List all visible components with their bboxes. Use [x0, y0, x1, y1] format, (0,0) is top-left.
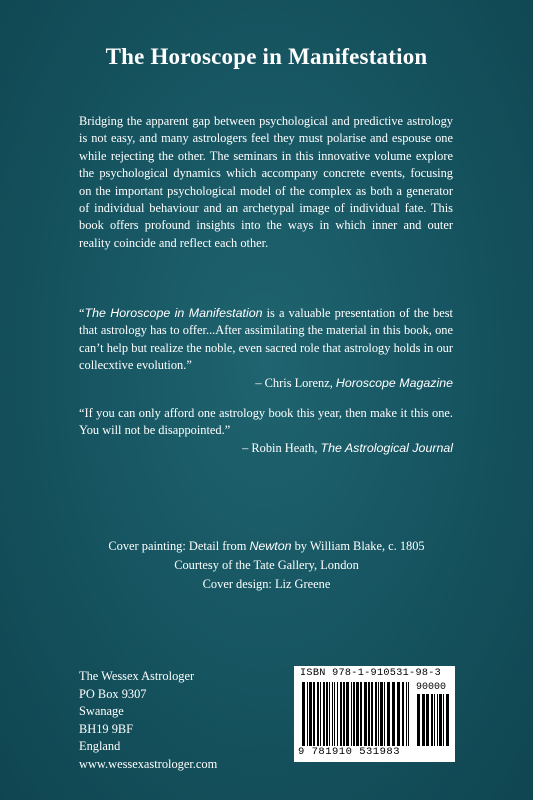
review-quote-2 — [79, 405, 453, 457]
review-quote-2-text: “If you can only afford one astrology book this year, then make it this one. You will not be disappointed.” — [79, 406, 453, 438]
barcode-bars-main — [302, 682, 412, 746]
barcode-bar — [384, 682, 385, 746]
courtesy-credit: Courtesy of the Tate Gallery, London — [174, 558, 359, 572]
publisher-address — [79, 668, 217, 773]
review-quote-1-attribution: – Chris Lorenz, Horoscope Magazine — [255, 375, 453, 390]
barcode-bar — [346, 682, 349, 746]
publisher-postcode: BH19 9BF — [79, 721, 134, 736]
barcode-bar — [380, 682, 383, 746]
cover-painting-credit: Cover painting: Detail from Newton by William Blake, c. 1805 — [108, 539, 425, 553]
barcode-bar — [408, 682, 409, 746]
review-quote-1-source: Horoscope Magazine — [335, 375, 453, 390]
barcode-bar — [426, 694, 429, 746]
barcode-bars-addon — [417, 694, 450, 746]
barcode-bar — [402, 682, 404, 746]
barcode-bar — [443, 694, 444, 746]
barcode-bar — [337, 682, 338, 746]
barcode-bar — [323, 682, 325, 746]
review-quote-2-source: The Astrological Journal — [320, 440, 453, 455]
review-quote-2-attribution: – Robin Heath, The Astrological Journal — [242, 440, 453, 455]
publisher-town: Swanage — [79, 704, 124, 718]
barcode-bar — [364, 682, 367, 746]
barcode-bar — [368, 682, 370, 746]
cover-credits — [0, 537, 533, 594]
barcode-bar — [326, 682, 328, 746]
isbn-number: ISBN 978-1-910531-98-3 — [300, 668, 442, 679]
publisher-pobox: PO Box 9307 — [79, 686, 147, 701]
barcode-bar — [422, 694, 425, 746]
barcode-digits: 9 781910 531983 — [298, 746, 401, 758]
barcode-bar — [431, 694, 433, 746]
review-quote-1 — [79, 305, 453, 392]
barcode-bar — [334, 682, 335, 746]
barcode-bar — [329, 682, 330, 746]
book-blurb: Bridging the apparent gap between psychological and predictive astrology is not easy, and many astrologers feel they must polarise and espouse one while rejecting the other. The seminars in this innovative volume explore the psychological dynamics which accompany concrete events, focusing on the important psychological model of the complex as both a generator of individual behaviour and an archetypal image of individual fate. This book offers profound insights into the ways in which inner and outer reality coincide and reflect each other. — [79, 114, 453, 250]
barcode-bar — [397, 682, 400, 746]
barcode-bar — [387, 682, 390, 746]
publisher-website: www.wessexastrologer.com — [79, 756, 218, 771]
barcode-bar — [439, 694, 442, 746]
barcode-bar — [353, 682, 355, 746]
barcode-bar — [392, 682, 395, 746]
barcode-bar — [406, 682, 407, 746]
barcode-bar — [360, 682, 362, 746]
book-title: The Horoscope in Manifestation — [105, 44, 428, 69]
barcode-bar — [417, 694, 420, 746]
barcode-bar — [378, 682, 379, 746]
barcode-bar — [434, 694, 435, 746]
barcode-bar — [302, 682, 305, 746]
publisher-country: England — [79, 739, 121, 753]
barcode-bar — [437, 694, 438, 746]
barcode-bar — [313, 682, 315, 746]
barcode-bar — [317, 682, 319, 746]
barcode-bar — [343, 682, 345, 746]
barcode-bar — [356, 682, 359, 746]
review-quote-1-book-title: The Horoscope in Manifestation — [84, 306, 263, 320]
barcode-bar — [371, 682, 373, 746]
barcode-bar — [446, 694, 449, 746]
publisher-name: The Wessex Astrologer — [79, 669, 195, 683]
barcode-bar — [340, 682, 342, 746]
barcode-bar — [320, 682, 321, 746]
isbn-barcode — [294, 666, 455, 762]
barcode-bar — [351, 682, 352, 746]
barcode-bar — [332, 682, 333, 746]
barcode-bar — [307, 682, 308, 746]
barcode-bar — [309, 682, 312, 746]
price-code: 90000 — [416, 682, 447, 693]
cover-design-credit: Cover design: Liz Greene — [202, 577, 331, 591]
review-quote-1-text: “The Horoscope in Manifestation is a valuable presentation of the best that astrology has to offer...After assimilating the material in this book, one can’t help but realize the noble, even sacred role that astrology holds in our collecxtive evolution.” — [79, 306, 453, 373]
barcode-bar — [375, 682, 377, 746]
